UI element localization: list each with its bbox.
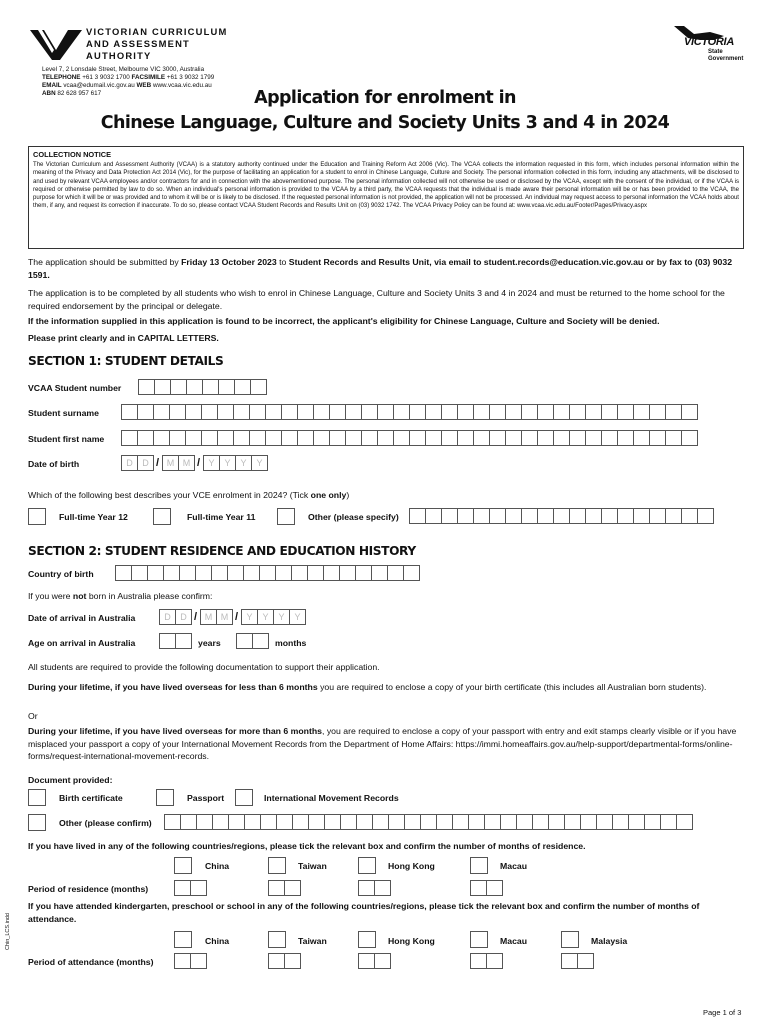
- org-line2: AND ASSESSMENT AUTHORITY: [86, 38, 190, 61]
- char-box[interactable]: [217, 430, 234, 446]
- char-box[interactable]: [153, 430, 170, 446]
- date-digit-box[interactable]: [159, 609, 176, 625]
- lived-taiwan-label: Taiwan: [298, 861, 327, 871]
- char-box[interactable]: [441, 508, 458, 524]
- char-box[interactable]: [681, 404, 698, 420]
- char-box[interactable]: [297, 404, 314, 420]
- char-box[interactable]: [425, 404, 442, 420]
- char-box[interactable]: [409, 430, 426, 446]
- char-box[interactable]: [409, 404, 426, 420]
- char-box[interactable]: [265, 404, 282, 420]
- date-digit-box[interactable]: [251, 455, 268, 471]
- char-box[interactable]: [374, 953, 391, 969]
- lived-macau-label: Macau: [500, 861, 528, 871]
- char-box[interactable]: [234, 379, 251, 395]
- char-box[interactable]: [252, 633, 269, 649]
- dob-boxes[interactable]: [121, 455, 267, 471]
- char-box[interactable]: [628, 814, 645, 830]
- lived-question: If you have lived in any of the following countries/regions, please tick the relevant box and confirm the number of months of residence.: [28, 841, 586, 851]
- char-box[interactable]: [201, 430, 218, 446]
- char-box[interactable]: [291, 565, 308, 581]
- char-box[interactable]: [358, 880, 375, 896]
- lived-taiwan-checkbox[interactable]: [268, 857, 286, 874]
- fulltime-year12-label: Full-time Year 12: [59, 512, 128, 522]
- page-title-line2: Chinese Language, Culture and Society Units 3 and 4 in 2024: [100, 113, 670, 133]
- char-box[interactable]: [569, 430, 586, 446]
- char-box[interactable]: [561, 953, 578, 969]
- attendance-malaysia-boxes[interactable]: [561, 953, 593, 969]
- state-government-text: State Government: [708, 49, 744, 62]
- attended-hongkong-checkbox[interactable]: [358, 931, 376, 948]
- char-box[interactable]: [553, 404, 570, 420]
- char-box[interactable]: [521, 430, 538, 446]
- char-box[interactable]: [537, 430, 554, 446]
- char-box[interactable]: [521, 508, 538, 524]
- lived-hongkong-checkbox[interactable]: [358, 857, 376, 874]
- char-box[interactable]: [470, 880, 487, 896]
- char-box[interactable]: [154, 379, 171, 395]
- char-box[interactable]: [217, 404, 234, 420]
- char-box[interactable]: [404, 814, 421, 830]
- char-box[interactable]: [486, 953, 503, 969]
- char-box[interactable]: [585, 508, 602, 524]
- char-box[interactable]: [227, 565, 244, 581]
- residence-china-boxes[interactable]: [174, 880, 206, 896]
- char-box[interactable]: [249, 404, 266, 420]
- date-digit-box[interactable]: [235, 455, 252, 471]
- char-box[interactable]: [250, 379, 267, 395]
- date-digit-box[interactable]: [216, 609, 233, 625]
- char-box[interactable]: [190, 953, 207, 969]
- char-box[interactable]: [211, 565, 228, 581]
- char-box[interactable]: [387, 565, 404, 581]
- char-box[interactable]: [633, 430, 650, 446]
- birth-certificate-checkbox[interactable]: [28, 789, 46, 806]
- country-of-birth-boxes[interactable]: [115, 565, 419, 581]
- char-box[interactable]: [361, 404, 378, 420]
- date-digit-box[interactable]: [178, 455, 195, 471]
- victoria-logo: [670, 24, 748, 64]
- char-box[interactable]: [164, 814, 181, 830]
- char-box[interactable]: [371, 565, 388, 581]
- char-box[interactable]: [676, 814, 693, 830]
- char-box[interactable]: [170, 379, 187, 395]
- char-box[interactable]: [308, 814, 325, 830]
- char-box[interactable]: [441, 430, 458, 446]
- char-box[interactable]: [313, 430, 330, 446]
- date-digit-box[interactable]: [289, 609, 306, 625]
- not-born-note: If you were not born in Australia please confirm:: [28, 591, 213, 601]
- char-box[interactable]: [115, 565, 132, 581]
- char-box[interactable]: [265, 430, 282, 446]
- attendance-taiwan-boxes[interactable]: [268, 953, 300, 969]
- lived-hongkong-label: Hong Kong: [388, 861, 435, 871]
- char-box[interactable]: [516, 814, 533, 830]
- char-box[interactable]: [147, 565, 164, 581]
- char-box[interactable]: [457, 508, 474, 524]
- months-label: months: [275, 638, 307, 648]
- char-box[interactable]: [601, 430, 618, 446]
- char-box[interactable]: [553, 430, 570, 446]
- enrolment-question: Which of the following best describes your VCE enrolment in 2024? (Tick one only): [28, 490, 350, 500]
- char-box[interactable]: [388, 814, 405, 830]
- residence-hongkong-boxes[interactable]: [358, 880, 390, 896]
- char-box[interactable]: [218, 379, 235, 395]
- char-box[interactable]: [313, 404, 330, 420]
- char-box[interactable]: [138, 379, 155, 395]
- fulltime-year11-checkbox[interactable]: [153, 508, 171, 525]
- char-box[interactable]: [425, 430, 442, 446]
- char-box[interactable]: [345, 404, 362, 420]
- char-box[interactable]: [452, 814, 469, 830]
- char-box[interactable]: [281, 404, 298, 420]
- file-code: Chin_LCS.indd: [5, 913, 11, 950]
- char-box[interactable]: [185, 430, 202, 446]
- char-box[interactable]: [457, 430, 474, 446]
- char-box[interactable]: [409, 508, 426, 524]
- arrival-age-months-boxes[interactable]: [236, 633, 268, 649]
- attended-macau-label: Macau: [500, 936, 528, 946]
- attended-china-label: China: [205, 936, 230, 946]
- char-box[interactable]: [473, 508, 490, 524]
- char-box[interactable]: [260, 814, 277, 830]
- or-text: Or: [28, 711, 38, 721]
- char-box[interactable]: [596, 814, 613, 830]
- vcaa-logo: [30, 26, 230, 62]
- char-box[interactable]: [233, 404, 250, 420]
- char-box[interactable]: [377, 404, 394, 420]
- char-box[interactable]: [473, 430, 490, 446]
- char-box[interactable]: [489, 430, 506, 446]
- date-digit-box[interactable]: [121, 455, 138, 471]
- char-box[interactable]: [355, 565, 372, 581]
- attended-taiwan-label: Taiwan: [298, 936, 327, 946]
- arrival-age-label: Age on arrival in Australia: [28, 638, 136, 648]
- char-box[interactable]: [617, 404, 634, 420]
- other-enrolment-boxes[interactable]: [409, 508, 713, 524]
- attended-malaysia-label: Malaysia: [591, 936, 628, 946]
- char-box[interactable]: [681, 430, 698, 446]
- char-box[interactable]: [500, 814, 517, 830]
- char-box[interactable]: [292, 814, 309, 830]
- char-box[interactable]: [243, 565, 260, 581]
- char-box[interactable]: [275, 565, 292, 581]
- char-box[interactable]: [174, 880, 191, 896]
- capital-letters-note: Please print clearly and in CAPITAL LETTERS.: [28, 333, 219, 343]
- first-name-label: Student first name: [28, 434, 105, 444]
- char-box[interactable]: [268, 953, 285, 969]
- char-box[interactable]: [697, 508, 714, 524]
- char-box[interactable]: [374, 880, 391, 896]
- char-box[interactable]: [649, 508, 666, 524]
- char-box[interactable]: [569, 404, 586, 420]
- char-box[interactable]: [324, 814, 341, 830]
- char-box[interactable]: [569, 508, 586, 524]
- attended-china-checkbox[interactable]: [174, 931, 192, 948]
- char-box[interactable]: [372, 814, 389, 830]
- fulltime-year11-label: Full-time Year 11: [187, 512, 256, 522]
- char-box[interactable]: [457, 404, 474, 420]
- residence-period-label: Period of residence (months): [28, 884, 149, 894]
- char-box[interactable]: [137, 430, 154, 446]
- char-box[interactable]: [489, 404, 506, 420]
- char-box[interactable]: [268, 880, 285, 896]
- char-box[interactable]: [259, 565, 276, 581]
- more-than-6-months: During your lifetime, if you have lived overseas for more than 6 months, you are required to enclose a copy of your passport with entry and exit stamps clearly visible or if you have misplaced your passport a copy of your International Movement Records from the Department of Home Affairs: https://immi.homeaffairs.gov.au/help-support/departmental-forms/online-forms/request-international-movement-records.: [28, 726, 737, 761]
- page-number: Page 1 of 3: [703, 1008, 742, 1017]
- char-box[interactable]: [577, 953, 594, 969]
- passport-checkbox[interactable]: [156, 789, 174, 806]
- char-box[interactable]: [660, 814, 677, 830]
- section2-title: SECTION 2: STUDENT RESIDENCE AND EDUCATION HISTORY: [28, 544, 416, 558]
- date-separator: /: [193, 611, 198, 623]
- char-box[interactable]: [537, 508, 554, 524]
- fulltime-year12-checkbox[interactable]: [28, 508, 46, 525]
- first-name-boxes[interactable]: [121, 430, 697, 446]
- char-box[interactable]: [212, 814, 229, 830]
- date-separator: /: [196, 457, 201, 469]
- attendance-china-boxes[interactable]: [174, 953, 206, 969]
- page-title-line1: Application for enrolment in: [254, 88, 516, 108]
- surname-boxes[interactable]: [121, 404, 697, 420]
- residence-taiwan-boxes[interactable]: [268, 880, 300, 896]
- collection-notice: [28, 146, 744, 249]
- char-box[interactable]: [468, 814, 485, 830]
- char-box[interactable]: [548, 814, 565, 830]
- movement-records-checkbox[interactable]: [235, 789, 253, 806]
- char-box[interactable]: [196, 814, 213, 830]
- char-box[interactable]: [284, 880, 301, 896]
- arrival-date-boxes[interactable]: [159, 609, 305, 625]
- birth-certificate-label: Birth certificate: [59, 793, 123, 803]
- movement-records-label: International Movement Records: [264, 793, 399, 803]
- char-box[interactable]: [169, 404, 186, 420]
- phone-line: TELEPHONE +61 3 9032 1700 FACSIMILE +61 3 9032 1799: [42, 74, 215, 81]
- char-box[interactable]: [420, 814, 437, 830]
- other-document-checkbox[interactable]: [28, 814, 46, 831]
- char-box[interactable]: [649, 404, 666, 420]
- date-separator: /: [155, 457, 160, 469]
- attended-question: If you have attended kindergarten, preschool or school in any of the following countries/regions, please tick the relevant box and confirm the number of months of attendance.: [28, 901, 700, 924]
- attendance-macau-boxes[interactable]: [470, 953, 502, 969]
- char-box[interactable]: [564, 814, 581, 830]
- char-box[interactable]: [180, 814, 197, 830]
- char-box[interactable]: [633, 508, 650, 524]
- char-box[interactable]: [580, 814, 597, 830]
- char-box[interactable]: [585, 404, 602, 420]
- attended-taiwan-checkbox[interactable]: [268, 931, 286, 948]
- char-box[interactable]: [201, 404, 218, 420]
- date-digit-box[interactable]: [241, 609, 258, 625]
- char-box[interactable]: [537, 404, 554, 420]
- documentation-required: All students are required to provide the following documentation to support their application.: [28, 662, 380, 672]
- eligibility-warning: If the information supplied in this application is found to be incorrect, the applicant's eligibility for Chinese Language, Culture and Society will be denied.: [28, 316, 660, 326]
- char-box[interactable]: [307, 565, 324, 581]
- char-box[interactable]: [153, 404, 170, 420]
- section1-title: SECTION 1: STUDENT DETAILS: [28, 354, 224, 368]
- date-digit-box[interactable]: [257, 609, 274, 625]
- char-box[interactable]: [121, 430, 138, 446]
- char-box[interactable]: [521, 404, 538, 420]
- date-digit-box[interactable]: [137, 455, 154, 471]
- char-box[interactable]: [601, 404, 618, 420]
- attended-hongkong-label: Hong Kong: [388, 936, 435, 946]
- char-box[interactable]: [484, 814, 501, 830]
- vcaa-chevron-icon: [30, 28, 82, 60]
- arrival-age-years-boxes[interactable]: [159, 633, 191, 649]
- char-box[interactable]: [233, 430, 250, 446]
- char-box[interactable]: [633, 404, 650, 420]
- date-digit-box[interactable]: [219, 455, 236, 471]
- attendance-period-label: Period of attendance (months): [28, 957, 154, 967]
- char-box[interactable]: [179, 565, 196, 581]
- char-box[interactable]: [169, 430, 186, 446]
- submission-instructions: The application should be submitted by Friday 13 October 2023 to Student Records and Results Unit, via email to student.records@education.vic.gov.au or by fax to (03) 9032 1591.: [28, 257, 733, 280]
- date-digit-box[interactable]: [203, 455, 220, 471]
- char-box[interactable]: [340, 814, 357, 830]
- notice-heading: COLLECTION NOTICE: [33, 150, 112, 159]
- char-box[interactable]: [532, 814, 549, 830]
- char-box[interactable]: [393, 404, 410, 420]
- char-box[interactable]: [236, 633, 253, 649]
- other-document-label: Other (please confirm): [59, 818, 152, 828]
- other-enrolment-label: Other (please specify): [308, 512, 399, 522]
- char-box[interactable]: [131, 565, 148, 581]
- lived-macau-checkbox[interactable]: [470, 857, 488, 874]
- date-digit-box[interactable]: [175, 609, 192, 625]
- char-box[interactable]: [393, 430, 410, 446]
- char-box[interactable]: [159, 633, 176, 649]
- other-enrolment-checkbox[interactable]: [277, 508, 295, 525]
- char-box[interactable]: [356, 814, 373, 830]
- surname-label: Student surname: [28, 408, 99, 418]
- char-box[interactable]: [425, 508, 442, 524]
- char-box[interactable]: [137, 404, 154, 420]
- char-box[interactable]: [163, 565, 180, 581]
- char-box[interactable]: [361, 430, 378, 446]
- attended-malaysia-checkbox[interactable]: [561, 931, 579, 948]
- document-provided-label: Document provided:: [28, 775, 113, 785]
- char-box[interactable]: [505, 404, 522, 420]
- vcaa-number-boxes[interactable]: [138, 379, 266, 395]
- char-box[interactable]: [323, 565, 340, 581]
- org-line1: VICTORIAN CURRICULUM: [86, 26, 228, 37]
- char-box[interactable]: [681, 508, 698, 524]
- char-box[interactable]: [281, 430, 298, 446]
- victoria-wordmark: VICTORIA: [684, 36, 734, 48]
- vcaa-number-label: VCAA Student number: [28, 383, 122, 393]
- char-box[interactable]: [121, 404, 138, 420]
- char-box[interactable]: [244, 814, 261, 830]
- char-box[interactable]: [470, 953, 487, 969]
- char-box[interactable]: [195, 565, 212, 581]
- arrival-date-label: Date of arrival in Australia: [28, 613, 136, 623]
- email-line: EMAIL vcaa@edumail.vic.gov.au WEB www.vcaa.vic.edu.au: [42, 82, 212, 89]
- char-box[interactable]: [665, 430, 682, 446]
- char-box[interactable]: [249, 430, 266, 446]
- char-box[interactable]: [617, 430, 634, 446]
- char-box[interactable]: [505, 508, 522, 524]
- char-box[interactable]: [329, 430, 346, 446]
- date-digit-box[interactable]: [162, 455, 179, 471]
- attended-macau-checkbox[interactable]: [470, 931, 488, 948]
- char-box[interactable]: [473, 404, 490, 420]
- char-box[interactable]: [377, 430, 394, 446]
- char-box[interactable]: [358, 953, 375, 969]
- lived-china-checkbox[interactable]: [174, 857, 192, 874]
- country-of-birth-label: Country of birth: [28, 569, 94, 579]
- char-box[interactable]: [617, 508, 634, 524]
- char-box[interactable]: [612, 814, 629, 830]
- date-digit-box[interactable]: [200, 609, 217, 625]
- char-box[interactable]: [276, 814, 293, 830]
- char-box[interactable]: [297, 430, 314, 446]
- completion-instructions: The application is to be completed by all students who wish to enrol in Chinese Language, Culture and Society Units 3 and 4 in 2024 and must be returned to the home school for the required endorsement by the principal or delegate.: [28, 288, 725, 311]
- char-box[interactable]: [585, 430, 602, 446]
- char-box[interactable]: [441, 404, 458, 420]
- char-box[interactable]: [185, 404, 202, 420]
- notice-body: The Victorian Curriculum and Assessment Authority (VCAA) is a statutory authority continued under the Education and Training Reform Act 2006 (Vic). The VCAA collects the information requested in this form, which includes personal information within the meaning of the Privacy and Data Protection Act 2014 (Vic), for the purpose of facilitating an application for a student to enrol in Chinese Language, Culture and Society. The personal information collected in this form, including any attachments, will be disclosed to and used by relevant VCAA employees and/or contractors for and in connection with the abovementioned purpose. The personal information collected will not otherwise be used or disclosed by the VCAA, except with the consent of the individual, or if the VCAA is required or otherwise permitted by law to do so. When an individual's personal information is provided to the VCAA by a third party, the VCAA requests that the individual is made aware their personal information will be or has been provided to the VCAA, the purpose for which it will be or was provided and to whom it will be or is likely to be disclosed. If the requested personal information is not provided, the application will not be processed. An individual may request access to personal information the VCAA holds about them, if any, and request its correction if inaccurate. To do so, please contact VCAA Student Records and Results Unit on (03) 9032 1742. The VCAA Privacy Policy can be found at: www.vcaa.vic.edu.au/Footer/Pages/Privacy.aspx: [33, 162, 739, 210]
- char-box[interactable]: [202, 379, 219, 395]
- char-box[interactable]: [665, 404, 682, 420]
- char-box[interactable]: [601, 508, 618, 524]
- char-box[interactable]: [486, 880, 503, 896]
- char-box[interactable]: [553, 508, 570, 524]
- char-box[interactable]: [186, 379, 203, 395]
- char-box[interactable]: [505, 430, 522, 446]
- char-box[interactable]: [403, 565, 420, 581]
- char-box[interactable]: [174, 953, 191, 969]
- char-box[interactable]: [345, 430, 362, 446]
- char-box[interactable]: [284, 953, 301, 969]
- passport-label: Passport: [187, 793, 225, 803]
- dob-label: Date of birth: [28, 459, 80, 469]
- char-box[interactable]: [329, 404, 346, 420]
- lived-china-label: China: [205, 861, 230, 871]
- char-box[interactable]: [644, 814, 661, 830]
- abn-line: ABN 82 628 957 617: [42, 90, 102, 97]
- date-separator: /: [234, 611, 239, 623]
- char-box[interactable]: [489, 508, 506, 524]
- other-document-boxes[interactable]: [164, 814, 692, 830]
- years-label: years: [198, 638, 221, 648]
- char-box[interactable]: [649, 430, 666, 446]
- char-box[interactable]: [665, 508, 682, 524]
- date-digit-box[interactable]: [273, 609, 290, 625]
- char-box[interactable]: [228, 814, 245, 830]
- less-than-6-months: During your lifetime, if you have lived overseas for less than 6 months you are required to enclose a copy of your birth certificate (this includes all Australian born students).: [28, 682, 707, 692]
- char-box[interactable]: [175, 633, 192, 649]
- residence-macau-boxes[interactable]: [470, 880, 502, 896]
- attendance-hongkong-boxes[interactable]: [358, 953, 390, 969]
- address-line: Level 7, 2 Lonsdale Street, Melbourne VIC 3000, Australia: [42, 66, 205, 73]
- char-box[interactable]: [436, 814, 453, 830]
- char-box[interactable]: [339, 565, 356, 581]
- char-box[interactable]: [190, 880, 207, 896]
